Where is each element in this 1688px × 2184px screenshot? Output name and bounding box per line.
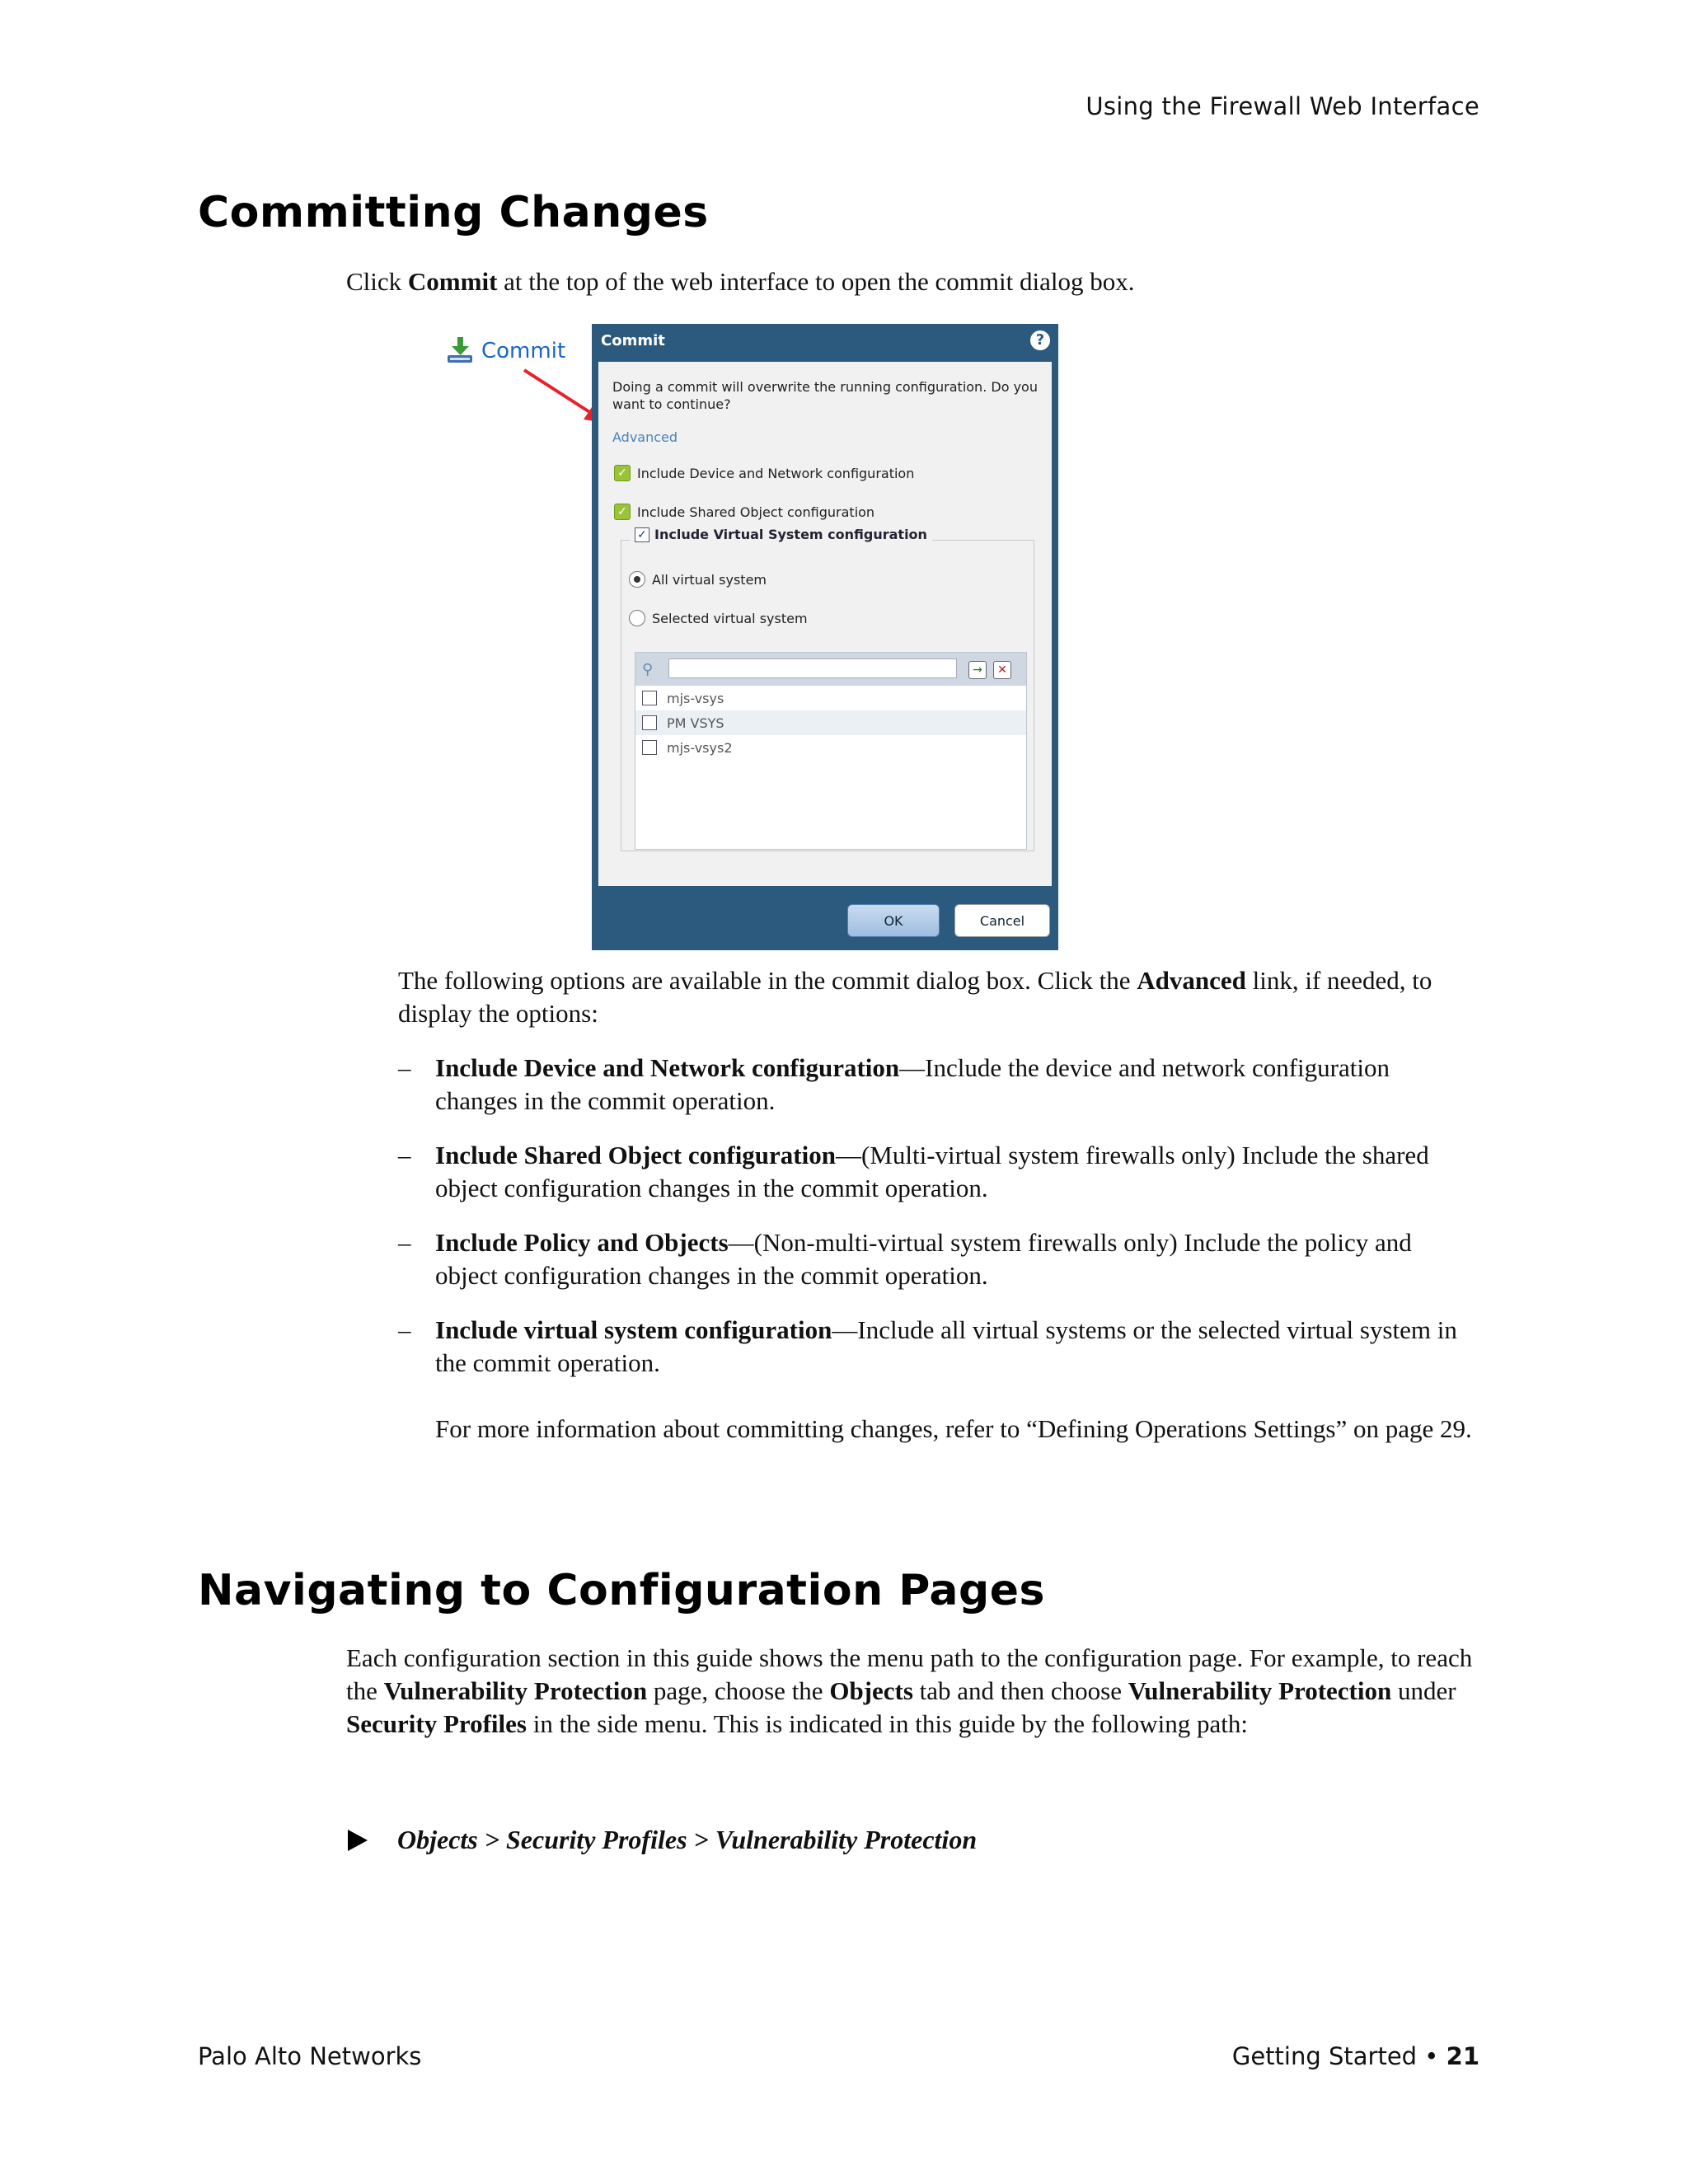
checkbox-label: Include Device and Network configuration	[637, 465, 915, 481]
options-intro-paragraph	[398, 964, 1479, 1030]
include-device-network-checkbox[interactable]	[614, 465, 914, 481]
include-shared-object-checkbox[interactable]	[614, 504, 874, 520]
text-run: under	[1391, 1676, 1456, 1705]
radio-label: Selected virtual system	[652, 610, 808, 626]
text-run: Each configuration section in this guide shows the menu path to the configuration page. For example, to reach the	[346, 1643, 1473, 1705]
vsys-search-input[interactable]	[668, 658, 957, 678]
text-run: at the top of the web interface to open the commit dialog box.	[497, 267, 1135, 296]
bold-text: Include Device and Network configuration	[435, 1053, 900, 1082]
page-number: 21	[1446, 2042, 1479, 2070]
vsys-name: PM VSYS	[667, 715, 724, 731]
search-icon: ⚲	[642, 661, 654, 678]
list-item[interactable]	[635, 735, 1026, 760]
ok-button[interactable]: OK	[847, 904, 940, 937]
text-run: Click	[346, 267, 408, 296]
radio-selected-virtual-system[interactable]	[629, 610, 808, 626]
bold-text: Vulnerability Protection	[383, 1676, 648, 1705]
dialog-body	[598, 362, 1052, 886]
vsys-name: mjs-vsys2	[667, 739, 733, 756]
apply-filter-icon[interactable]: →	[968, 661, 987, 679]
footer-page	[1232, 2042, 1479, 2070]
radio-empty-icon	[629, 610, 645, 626]
section-title-navigating: Navigating to Configuration Pages	[198, 1566, 1045, 1615]
menu-path-text: Objects > Security Profiles > Vulnerability Protection	[397, 1825, 978, 1854]
checkbox-label: Include Shared Object configuration	[637, 504, 875, 520]
more-info-paragraph: For more information about committing changes, refer to “Defining Operations Settings” on page 29.	[435, 1414, 1472, 1443]
help-icon[interactable]: ?	[1030, 330, 1050, 350]
vsys-name: mjs-vsys	[667, 690, 724, 706]
bold-text: Advanced	[1137, 966, 1246, 995]
list-dash: –	[398, 1228, 411, 1257]
commit-download-icon	[445, 335, 475, 367]
running-header: Using the Firewall Web Interface	[1085, 92, 1479, 120]
text-run: —(Multi-virtual system firewalls only) Include the shared object configuration changes in the commit operation.	[435, 1141, 1429, 1202]
list-item	[398, 1139, 1478, 1205]
vsys-list-panel	[635, 652, 1027, 850]
dialog-header	[592, 324, 1058, 362]
checkmark-icon: ✓	[614, 465, 631, 481]
radio-selected-icon	[629, 571, 645, 588]
radio-all-virtual-system[interactable]	[629, 571, 767, 588]
bold-text: Commit	[407, 267, 498, 296]
intro-paragraph	[346, 265, 1134, 298]
list-dash: –	[398, 1315, 411, 1344]
list-dash: –	[398, 1141, 411, 1169]
list-item[interactable]	[635, 686, 1026, 710]
text-run: link, if needed, to display the options:	[398, 966, 1432, 1028]
radio-label: All virtual system	[652, 571, 767, 588]
dialog-message: Doing a commit will overwrite the running configuration. Do you want to continue?	[612, 379, 1038, 412]
text-run: —Include the device and network configuration changes in the commit operation.	[435, 1053, 1390, 1115]
bold-text: Include Shared Object configuration	[435, 1141, 836, 1169]
footer-company: Palo Alto Networks	[198, 2042, 422, 2070]
triangle-right-icon	[346, 1828, 369, 1853]
include-virtual-system-checkbox[interactable]	[630, 527, 932, 542]
list-item[interactable]	[635, 710, 1026, 735]
advanced-link[interactable]: Advanced	[612, 429, 678, 445]
footer-section-name: Getting Started •	[1231, 2042, 1447, 2070]
commit-dialog	[592, 324, 1058, 950]
list-dash: –	[398, 1053, 411, 1082]
checkbox-icon[interactable]	[642, 715, 657, 730]
cancel-button[interactable]: Cancel	[954, 904, 1050, 937]
text-run: —Include all virtual systems or the selected virtual system in the commit operation.	[435, 1315, 1457, 1377]
menu-path	[346, 1825, 977, 1855]
checkmark-icon: ✓	[635, 527, 649, 542]
dialog-title: Commit	[601, 332, 665, 349]
commit-button-label: Commit	[481, 339, 566, 363]
text-run: The following options are available in the commit dialog box. Click the	[398, 966, 1137, 995]
list-item	[398, 1226, 1478, 1292]
checkbox-icon[interactable]	[642, 691, 657, 705]
text-run: tab and then choose	[912, 1676, 1128, 1705]
checkbox-icon[interactable]	[642, 740, 657, 755]
clear-filter-icon[interactable]: ✕	[993, 661, 1011, 679]
bold-text: Objects	[829, 1676, 913, 1705]
list-toolbar	[635, 653, 1026, 686]
navigation-paragraph	[346, 1642, 1480, 1741]
checkmark-icon: ✓	[614, 504, 631, 520]
bold-text: Security Profiles	[346, 1709, 527, 1738]
commit-button[interactable]	[445, 335, 565, 367]
bold-text: Include virtual system configuration	[435, 1315, 832, 1344]
bold-text: Vulnerability Protection	[1128, 1676, 1392, 1705]
bold-text: Include Policy and Objects	[435, 1228, 729, 1257]
section-title-committing-changes: Committing Changes	[198, 188, 709, 237]
text-run: in the side menu. This is indicated in this guide by the following path:	[526, 1709, 1249, 1738]
text-run: page, choose the	[647, 1676, 830, 1705]
text-run: —(Non-multi-virtual system firewalls only) Include the policy and object configuration changes in the commit operation.	[435, 1228, 1412, 1290]
list-item	[398, 1052, 1478, 1118]
checkbox-label: Include Virtual System configuration	[654, 527, 927, 542]
list-item	[398, 1314, 1478, 1380]
